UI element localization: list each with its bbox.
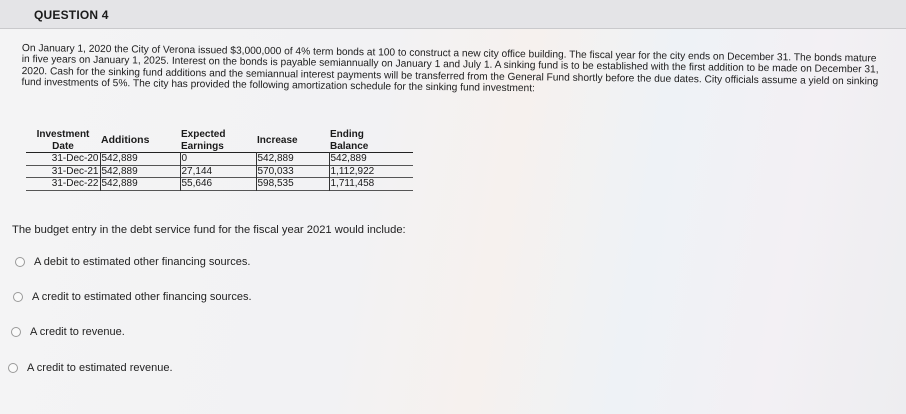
cell-increase: 542,889 <box>256 153 329 166</box>
cell-additions: 542,889 <box>100 153 180 166</box>
table-header-row <box>26 129 413 153</box>
cell-increase: 598,535 <box>256 178 329 191</box>
answer-option-b[interactable] <box>13 291 252 303</box>
question-title: QUESTION 4 <box>34 8 109 22</box>
radio-button[interactable] <box>15 257 25 267</box>
radio-button[interactable] <box>11 327 21 337</box>
question-header <box>0 0 906 29</box>
option-label: A credit to estimated other financing sources. <box>32 291 252 303</box>
cell-additions: 542,889 <box>100 165 180 178</box>
header-investment-date: Investment Date <box>36 129 90 152</box>
cell-increase: 570,033 <box>256 165 329 178</box>
question-body <box>0 29 906 414</box>
radio-button[interactable] <box>13 292 23 302</box>
answer-option-c[interactable] <box>11 326 125 338</box>
cell-earnings: 27,144 <box>180 165 256 178</box>
cell-date: 31-Dec-20 <box>51 153 99 164</box>
answer-option-d[interactable] <box>8 362 173 374</box>
cell-date: 31-Dec-22 <box>51 178 99 189</box>
header-increase: Increase <box>257 134 298 146</box>
cell-balance: 542,889 <box>329 153 413 166</box>
header-expected-earnings: Expected Earnings <box>181 129 226 152</box>
cell-balance: 1,112,922 <box>329 165 413 178</box>
header-ending-balance: Ending Balance <box>330 129 369 152</box>
option-label: A credit to revenue. <box>30 326 125 338</box>
table-row <box>26 165 413 178</box>
option-label: A credit to estimated revenue. <box>27 362 173 374</box>
option-label: A debit to estimated other financing sources. <box>34 256 251 268</box>
question-stem: The budget entry in the debt service fund for the fiscal year 2021 would include: <box>12 224 406 236</box>
amortization-schedule-table <box>26 129 413 191</box>
cell-additions: 542,889 <box>100 178 180 191</box>
cell-balance: 1,711,458 <box>329 178 413 191</box>
answer-option-a[interactable] <box>15 256 250 268</box>
cell-earnings: 0 <box>180 153 256 166</box>
table-row <box>26 178 413 191</box>
header-additions: Additions <box>101 133 150 146</box>
cell-earnings: 55,646 <box>180 178 256 191</box>
radio-button[interactable] <box>8 363 18 373</box>
table-row <box>26 153 413 166</box>
cell-date: 31-Dec-21 <box>51 165 99 177</box>
question-prompt: On January 1, 2020 the City of Verona issued $3,000,000 of 4% term bonds at 100 to construct a new city office building. The fiscal year for the city ends on December 31. The bonds mature in five years on January 1, 2025. Interest on the bonds is payable semiannually on January 1 and July 1. A sinking fund is to be established with the first addition to be made on December 31, 2020. Cash for the sinking fund additions and the semiannual interest payments will be transferred from the General Fund shortly before the due dates. City officials assume a yield on sinking fund investments of 5%. The city has provided the following amortization schedule for the sinking fund investment: <box>21 43 879 95</box>
